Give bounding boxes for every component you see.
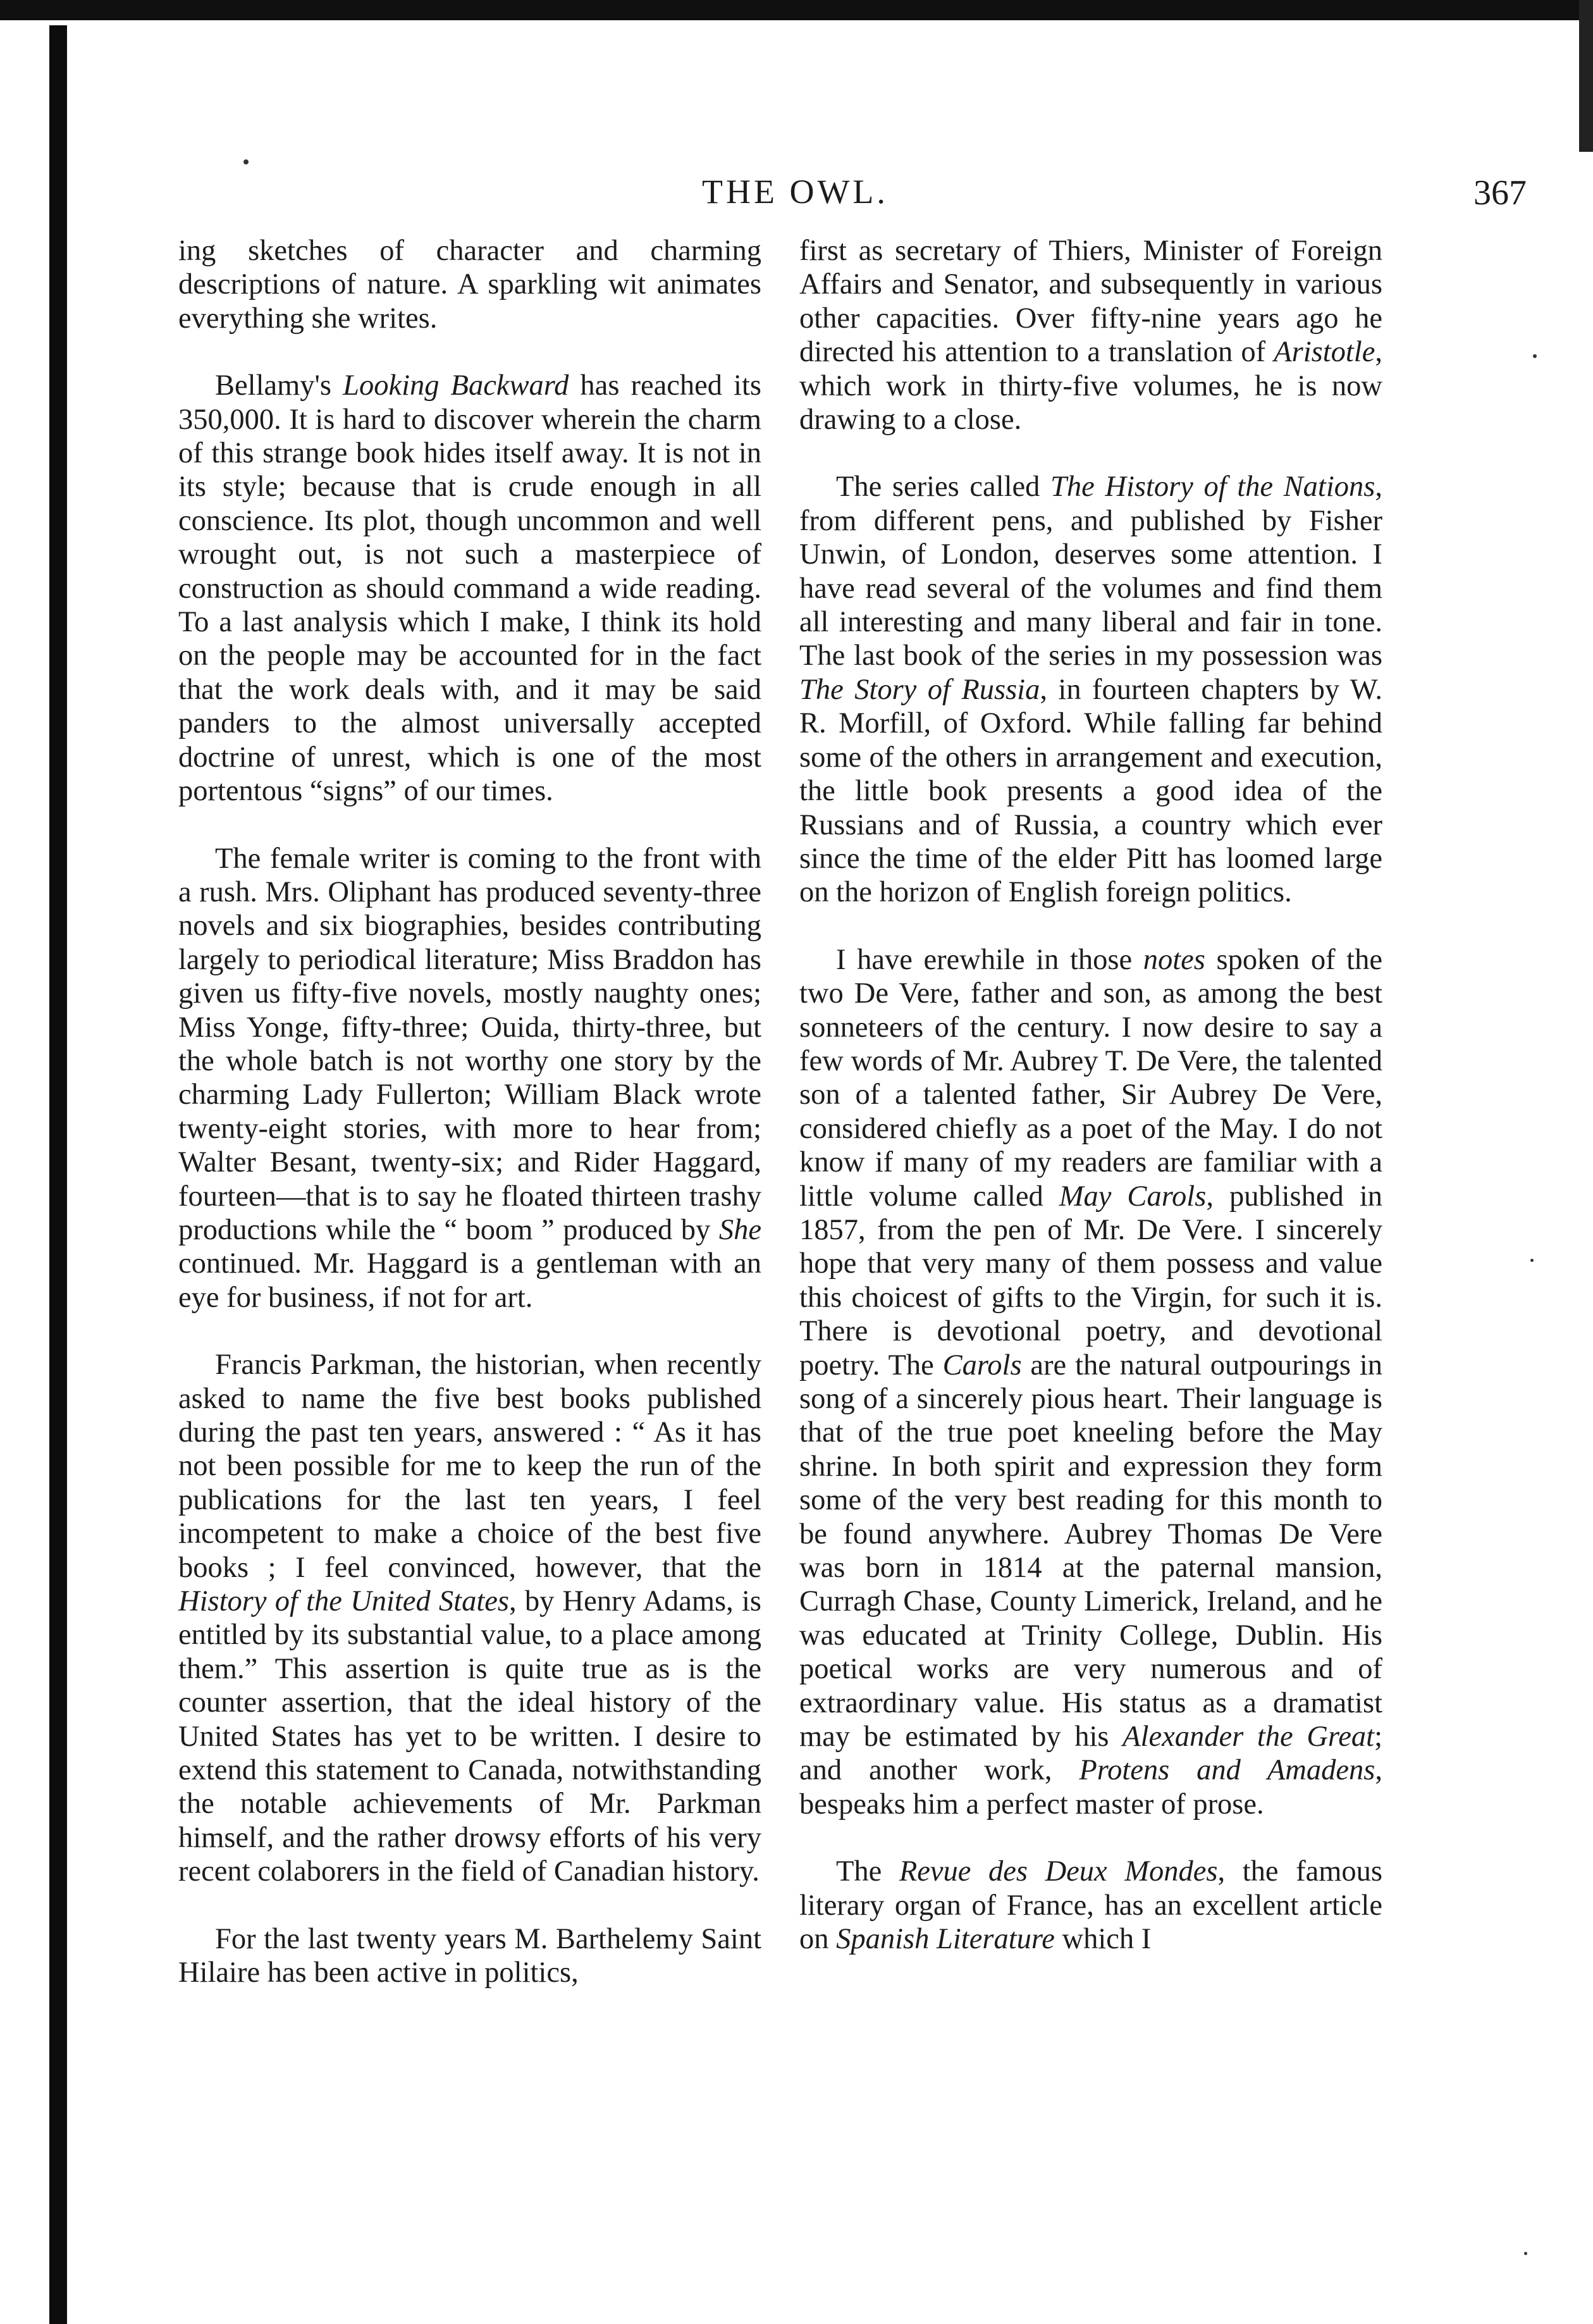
scan-speck xyxy=(1530,1259,1534,1262)
paragraph: The series called The History of the Nations, from different pens, and published by Fisher Unwin, of London, deserves some attention. I have read several of the volumes and find them all interesting and many liberal and fair in tone. The last book of the series in my possession was The Story of Russia, in fourteen chapters by W. R. Morfill, of Oxford. While falling far behind some of the others in arrangement and execution, the little book presents a good idea of the Russians and of Russia, a country which ever since the time of the elder Pitt has loomed large on the horizon of English foreign politics. xyxy=(799,471,1382,909)
book-title: The Story of Russia xyxy=(799,673,1040,706)
paragraph: The Revue des Deux Mondes, the famous literary organ of France, has an excellent article on Spanish Literature which I xyxy=(799,1855,1382,1956)
book-title: Revue des Deux Mondes xyxy=(899,1855,1218,1888)
scan-speck xyxy=(1533,354,1537,358)
book-title: Aristotle xyxy=(1274,336,1375,369)
book-title: May Carols xyxy=(1059,1180,1207,1213)
right-edge-shadow xyxy=(1579,0,1593,152)
book-title: The History of the Nations xyxy=(1050,471,1375,504)
paragraph: I have erewhile in those notes spoken of the two De Vere, father and son, as among the best sonneteers of the century. I now desire to say a few words of Mr. Aubrey T. De Vere, the talented son of a talented father, Sir Aubrey De Vere, considered chiefly as a poet of the May. I do not know if many of my readers are familiar with a little volume called May Carols, published in 1857, from the pen of Mr. De Vere. I sincerely hope that very many of them possess and value this choicest of gifts to the Virgin, for such it is. There is devotional poetry, and devotional poetry. The Carols are the natural outpourings in song of a sincerely pious heart. Their language is that of the true poet kneeling before the May shrine. In both spirit and expression they form some of the very best reading for this month to be found anywhere. Aubrey Thomas De Vere was born in 1814 at the paternal mansion, Curragh Chase, County Limerick, Ireland, and he was educated at Trinity College, Dublin. His poetical works are very numerous and of extraordinary value. His status as a dramatist may be estimated by his Alexander the Great; and another work, Protens and Amadens, bespeaks him a perfect master of prose. xyxy=(799,943,1383,1820)
paragraph: Francis Parkman, the historian, when recently asked to name the five best books published during the past ten years, answered : “ As it has not been possible for me to keep the run of the publications for the last ten years, I feel incompetent to make a choice of the best five books ; I feel convinced, however, that the History of the United States, by Henry Adams, is entitled by its substantial value, to a place among them.” This assertion is quite true as is the counter assertion, that the ideal history of the United States has yet to be written. I desire to extend this statement to Canada, notwithstanding the notable achievements of Mr. Parkman himself, and the rather drowsy efforts of his very recent colaborers in the field of Canadian history. xyxy=(178,1349,761,1888)
paragraph: Bellamy's Looking Backward has reached its 350,000. It is hard to discover wherein the charm of this strange book hides itself away. It is not in its style; because that is crude enough in all conscience. Its plot, though uncommon and well wrought out, is not such a masterpiece of construction as should command a wide reading. To a last analysis which I make, I think its hold on the people may be accounted for in the fact that the work deals with, and it may be said panders to the almost universally accepted doctrine of unrest, which is one of the most portentous “signs” of our times. xyxy=(178,369,761,808)
running-head xyxy=(0,170,1593,220)
top-border-rule xyxy=(0,0,1593,20)
right-column xyxy=(799,234,1382,2296)
book-title: Spanish Literature xyxy=(836,1923,1055,1956)
emphasis: notes xyxy=(1143,943,1205,976)
journal-title: THE OWL. xyxy=(702,173,889,211)
scan-speck xyxy=(1524,2252,1527,2255)
book-title: History of the United States xyxy=(178,1585,509,1618)
paragraph: first as secretary of Thiers, Minister of Foreign Affairs and Senator, and subsequently in various other capacities. Over fifty-nine years ago he directed his attention to a translation of Aristotle, which work in thirty-five volumes, he is now drawing to a close. xyxy=(799,235,1382,436)
book-title: Carols xyxy=(942,1349,1022,1381)
left-column xyxy=(178,234,761,2296)
book-title: Looking Backward xyxy=(343,369,569,402)
book-title: Alexander the Great xyxy=(1122,1721,1375,1753)
scan-speck xyxy=(243,159,249,164)
page-number: 367 xyxy=(1473,173,1527,213)
book-title: She xyxy=(718,1213,761,1246)
paragraph: ing sketches of character and charming descriptions of nature. A sparkling wit animates everything she writes. xyxy=(178,235,761,335)
left-border-rule xyxy=(49,25,67,2324)
book-title: Protens and Amadens xyxy=(1079,1754,1375,1787)
paragraph: For the last twenty years M. Barthelemy Saint Hilaire has been active in politics, xyxy=(178,1922,761,1989)
paragraph: The female writer is coming to the front with a rush. Mrs. Oliphant has produced seventy-three novels and six biographies, besides contributing largely to periodical literature; Miss Braddon has given us fifty-five novels, mostly naughty ones; Miss Yonge, fifty-three; Ouida, thirty-three, but the whole batch is not worthy one story by the charming Lady Fullerton; William Black wrote twenty-eight stories, with more to hear from; Walter Besant, twenty-six; and Rider Haggard, fourteen—that is to say he floated thirteen trashy productions while the “ boom ” produced by She continued. Mr. Haggard is a gentleman with an eye for business, if not for art. xyxy=(178,842,761,1314)
